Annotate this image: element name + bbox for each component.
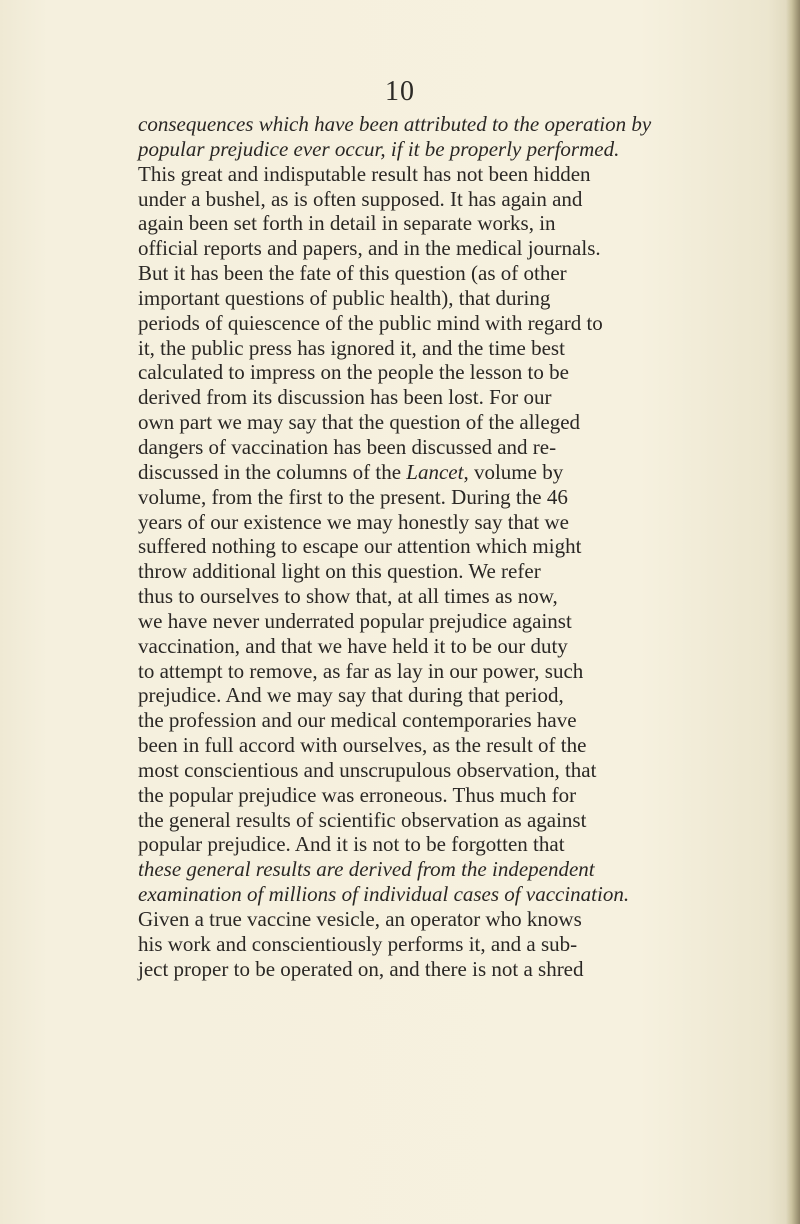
text-line: years of our existence we may honestly say that we <box>138 509 569 534</box>
text-line: popular prejudice ever occur, if it be properly performed. <box>138 136 620 161</box>
text-line: volume, from the first to the present. During the 46 <box>138 484 568 509</box>
text-line: most conscientious and unscrupulous observation, that <box>138 757 597 782</box>
text-line: This great and indisputable result has not been hidden <box>138 161 591 186</box>
text-line: Given a true vaccine vesicle, an operator who knows <box>138 907 582 931</box>
text-line: the popular prejudice was erroneous. Thus much for <box>138 782 577 807</box>
text-line: calculated to impress on the people the lesson to be <box>138 360 569 385</box>
text-line: prejudice. And we may say that during that period, <box>138 683 564 708</box>
text-line: important questions of public health), that during <box>138 285 551 310</box>
text-line: the general results of scientific observation as against <box>138 807 587 832</box>
text-line: the profession and our medical contemporaries have <box>138 708 577 733</box>
text-line: to attempt to remove, as far as lay in our power, such <box>138 658 584 683</box>
body-text <box>138 112 714 982</box>
text-line: dangers of vaccination has been discussed and re- <box>138 434 557 459</box>
text-line: own part we may say that the question of the alleged <box>138 410 581 435</box>
text-line: suffered nothing to escape our attention which might <box>138 534 582 559</box>
text-line: his work and conscientiously performs it, and a sub- <box>138 931 578 956</box>
text-line: again been set forth in detail in separate works, in <box>138 211 556 236</box>
text-line <box>138 460 714 485</box>
text-line: But it has been the fate of this question (as of other <box>138 261 567 286</box>
text-line: official reports and papers, and in the medical journals. <box>138 236 601 261</box>
text-line: periods of quiescence of the public mind with regard to <box>138 310 603 335</box>
text-line: consequences which have been attributed to the operation by <box>138 112 652 136</box>
text-line: these general results are derived from the independent <box>138 857 595 882</box>
text-line: we have never underrated popular prejudice against <box>138 608 572 633</box>
text-segment: discussed in the columns of the <box>138 459 407 484</box>
text-line: under a bushel, as is often supposed. It has again and <box>138 186 583 211</box>
page-number: 10 <box>385 76 415 107</box>
text-line: examination of millions of individual cases of vaccination. <box>138 882 630 907</box>
text-line: vaccination, and that we have held it to be our duty <box>138 633 568 658</box>
text-line: throw additional light on this question. We refer <box>138 559 541 584</box>
text-line: been in full accord with ourselves, as the result of the <box>138 733 587 758</box>
text-line: popular prejudice. And it is not to be forgotten that <box>138 832 565 857</box>
page-edge-shadow <box>786 0 800 1224</box>
text-line: ject proper to be operated on, and there is not a shred <box>138 956 584 981</box>
text-line: it, the public press has ignored it, and the time best <box>138 335 565 360</box>
text-segment: , volume by <box>463 459 564 484</box>
text-line: thus to ourselves to show that, at all times as now, <box>138 584 558 609</box>
text-line: derived from its discussion has been lost. For our <box>138 385 552 410</box>
journal-title: Lancet <box>406 459 464 484</box>
